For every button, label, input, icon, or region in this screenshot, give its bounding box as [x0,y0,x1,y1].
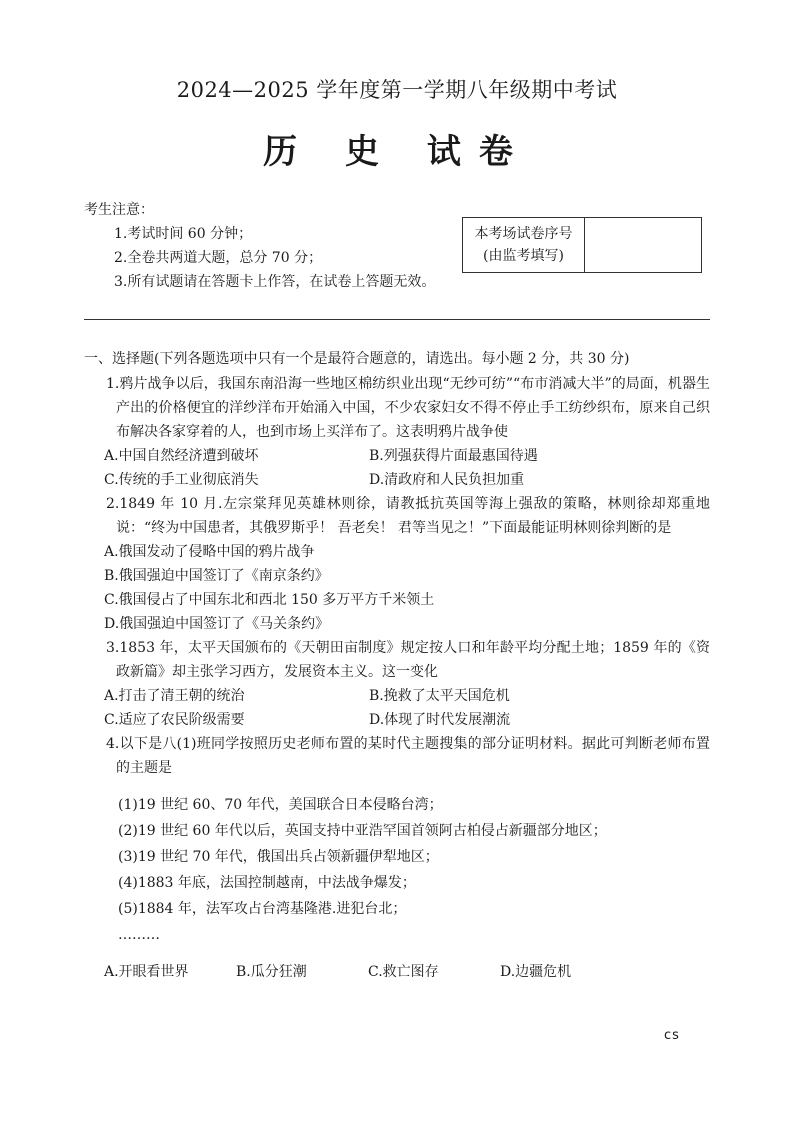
option-a: A.俄国发动了侵略中国的鸦片战争 [104,544,315,560]
question-3 [84,636,710,732]
option-list [84,960,710,984]
option-b: B.挽救了太平天国危机 [369,688,510,704]
seat-number-label [463,218,585,272]
option-b: B.俄国强迫中国签订了《南京条约》 [104,568,329,584]
option-c: C.适应了农民阶级需要 [104,712,245,728]
footer-mark: cs [664,1028,680,1043]
option-a: A.中国自然经济遭到破坏 [104,448,259,464]
material-ellipsis: ……… [118,927,160,943]
notice-heading: 考生注意： [84,202,154,218]
option-list [84,540,710,636]
seat-number-box [462,217,702,273]
option-b: B.瓜分狂潮 [236,964,307,980]
notice-item: 2.全卷共两道大题，总分 70 分； [114,250,323,266]
question-4 [84,732,710,984]
option-d: D.清政府和人民负担加重 [369,472,525,488]
option-a: A.打击了清王朝的统治 [104,688,245,704]
question-stem: 4.以下是八(1)班同学按照历史老师布置的某时代主题搜集的部分证明材料。据此可判断老师布置的主题是 [106,736,710,776]
material-item: (4)1883 年底，法国控制越南，中法战争爆发； [118,875,416,891]
question-stem: 1.鸦片战争以后，我国东南沿海一些地区棉纺织业出现“无纱可纺”“布市消减大半”的局面，机器生产出的价格便宜的洋纱洋布开始涌入中国，不少农家妇女不得不停止手工纺纱织布，原来自己织布解决各家穿着的人，也到市场上买洋布了。这表明鸦片战争使 [106,376,710,440]
option-list [84,684,710,732]
option-d: D.体现了时代发展潮流 [369,712,511,728]
option-b: B.列强获得片面最惠国待遇 [369,448,538,464]
material-item: (2)19 世纪 60 年代以后，英国支持中亚浩罕国首领阿古柏侵占新疆部分地区； [118,823,607,839]
option-c: C.俄国侵占了中国东北和西北 150 多万平方千米领土 [104,592,435,608]
material-item: (1)19 世纪 60、70 年代，美国联合日本侵略台湾； [118,797,443,813]
exam-subject: 历 史 试卷 [263,132,531,172]
option-a: A.开眼看世界 [104,964,189,980]
notice-item: 3.所有试题请在答题卡上作答，在试卷上答题无效。 [114,274,436,290]
option-c: C.救亡图存 [368,964,439,980]
question-1 [84,372,710,492]
question-stem: 3.1853 年，太平天国颁布的《天朝田亩制度》规定按人口和年龄平均分配土地；1859 年的《资政新篇》却主张学习西方，发展资本主义。这一变化 [106,640,710,680]
exam-title: 2024—2025 学年度第一学期八年级期中考试 [176,78,618,102]
option-c: C.传统的手工业彻底消失 [104,472,259,488]
question-list [84,372,710,984]
option-list [84,444,710,492]
section-heading: 一、选择题(下列各题选项中只有一个是最符合题意的，请选出。每小题 2 分，共 30 分) [84,351,630,367]
option-d: D.俄国强迫中国签订了《马关条约》 [104,616,330,632]
question-2 [84,492,710,636]
option-d: D.边疆危机 [500,964,572,980]
question-stem: 2.1849 年 10 月.左宗棠拜见英雄林则徐，请教抵抗英国等海上强敌的策略，林则徐却郑重地说：“终为中国患者，其俄罗斯乎！ 吾老矣！ 君等当见之！”下面最能证明林则徐判断的是 [106,496,710,536]
seat-label-line1: 本考场试卷序号 [474,226,573,242]
material-item: (5)1884 年，法军攻占台湾基隆港.进犯台北； [118,901,407,917]
divider [84,319,710,320]
notice-item: 1.考试时间 60 分钟； [114,226,253,242]
evidence-materials [84,792,710,948]
seat-label-line2: (由监考填写) [483,248,564,264]
material-item: (3)19 世纪 70 年代，俄国出兵占领新疆伊犁地区； [118,849,439,865]
candidate-notice [84,198,435,294]
seat-number-field [585,218,701,272]
